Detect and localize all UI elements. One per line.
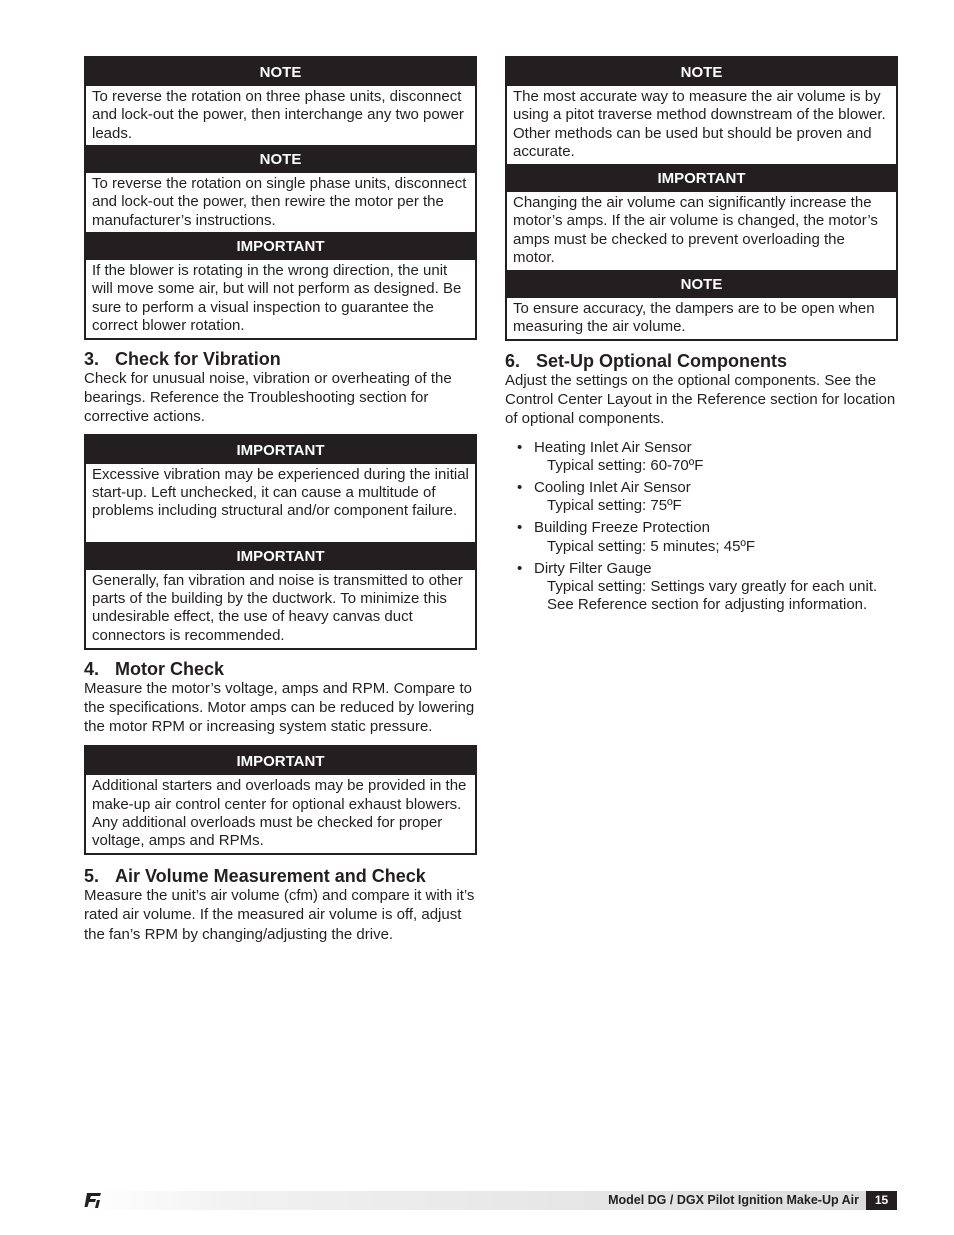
section-title: Motor Check (115, 658, 225, 679)
important-box-header: IMPORTANT (86, 542, 475, 570)
bullet-icon: • (517, 519, 523, 537)
important-box-body: If the blower is rotating in the wrong direction, the unit will move some air, but will not perform as designed. Be sure to perform a visual inspection to guarantee the correct blower rotation. (92, 262, 462, 335)
section-number: 3. (84, 349, 100, 369)
section-air-volume (84, 866, 477, 944)
important-box-vibration (84, 434, 477, 650)
component-setting: Typical setting: 5 minutes; 45ºF (547, 537, 756, 555)
section-heading (84, 349, 477, 369)
note-box-three-phase (84, 56, 477, 340)
note-box-body: To reverse the rotation on single phase units, disconnect and lock-out the power, then rewire the motor per the manufacturer’s instructions. (92, 175, 467, 229)
section-motor-check (84, 659, 477, 737)
bullet-icon: • (517, 478, 523, 496)
right-column (505, 56, 898, 618)
section-title: Air Volume Measurement and Check (115, 866, 426, 887)
component-name: Dirty Filter Gauge (534, 559, 652, 577)
component-name: Cooling Inlet Air Sensor (534, 478, 691, 496)
footer-model-title: Model DG / DGX Pilot Ignition Make-Up Air (608, 1193, 859, 1207)
component-setting: Typical setting: 75ºF (547, 497, 682, 515)
page-number: 15 (866, 1191, 897, 1210)
component-setting: Typical setting: Settings vary greatly for each unit. See Reference section for adjusting information. (547, 577, 878, 614)
page-footer (84, 1191, 897, 1210)
note-box-header: NOTE (86, 145, 475, 173)
section-title: Set-Up Optional Components (536, 351, 787, 371)
important-box-header: IMPORTANT (86, 436, 475, 464)
section-paragraph: Adjust the settings on the optional components. See the Control Center Layout in the Reference section for location of optional components. (505, 372, 896, 428)
section-number: 4. (84, 658, 100, 679)
note-box-body: To ensure accuracy, the dampers are to be open when measuring the air volume. (513, 300, 875, 336)
note-box-header: NOTE (86, 58, 475, 86)
note-box-body: The most accurate way to measure the air volume is by using a pitot traverse method downstream of the blower. Other methods can be used but should be proven and accurate. (513, 88, 886, 161)
note-box-air-volume (505, 56, 898, 341)
component-name: Building Freeze Protection (534, 519, 710, 537)
section-title: Check for Vibration (115, 349, 281, 369)
important-box-body: Changing the air volume can significantly increase the motor’s amps. If the air volume is changed, the motor’s amps must be checked to prevent overloading the motor. (513, 194, 878, 267)
bullet-icon: • (517, 559, 523, 577)
component-name: Heating Inlet Air Sensor (534, 438, 692, 456)
important-box-header: IMPORTANT (86, 232, 475, 260)
section-paragraph: Measure the motor’s voltage, amps and RPM. Compare to the specifications. Motor amps can be reduced by lowering the motor RPM or increasing system static pressure. (84, 679, 475, 736)
section-heading (84, 659, 477, 679)
list-item (505, 479, 898, 516)
component-setting: Typical setting: 60-70ºF (547, 457, 704, 475)
bullet-icon: • (517, 438, 523, 456)
optional-components-list (505, 439, 898, 615)
important-box-body: Additional starters and overloads may be provided in the make-up air control center for optional exhaust blowers. Any additional overloads must be checked for proper voltage, amps and RPMs. (92, 777, 467, 850)
list-item (505, 439, 898, 476)
note-box-header: NOTE (507, 270, 896, 298)
section-optional-components (505, 351, 898, 615)
list-item (505, 519, 898, 556)
list-item (505, 560, 898, 615)
important-box-header: IMPORTANT (86, 747, 475, 775)
important-box-body: Excessive vibration may be experienced during the initial start-up. Left unchecked, it can cause a multitude of problems including structural and/or component failure. (92, 465, 469, 520)
important-box-body: Generally, fan vibration and noise is transmitted to other parts of the building by the ductwork. To minimize this undesirable effect, the use of heavy canvas duct connectors is recommended. (92, 571, 463, 644)
important-box-header: IMPORTANT (507, 164, 896, 192)
note-box-header: NOTE (507, 58, 896, 86)
important-box-overloads (84, 745, 477, 855)
greenheck-logo-icon (84, 1192, 104, 1209)
section-heading (505, 351, 898, 371)
section-paragraph: Check for unusual noise, vibration or overheating of the bearings. Reference the Troubleshooting section for corrective actions. (84, 370, 452, 426)
section-paragraph: Measure the unit’s air volume (cfm) and compare it with it’s rated air volume. If the measured air volume is off, adjust the fan’s RPM by changing/adjusting the drive. (84, 887, 475, 943)
section-number: 5. (84, 866, 100, 887)
section-heading (84, 866, 477, 886)
left-column (84, 56, 477, 944)
section-check-vibration (84, 349, 477, 427)
note-box-body: To reverse the rotation on three phase units, disconnect and lock-out the power, then interchange any two power leads. (92, 88, 464, 142)
section-number: 6. (505, 351, 521, 371)
